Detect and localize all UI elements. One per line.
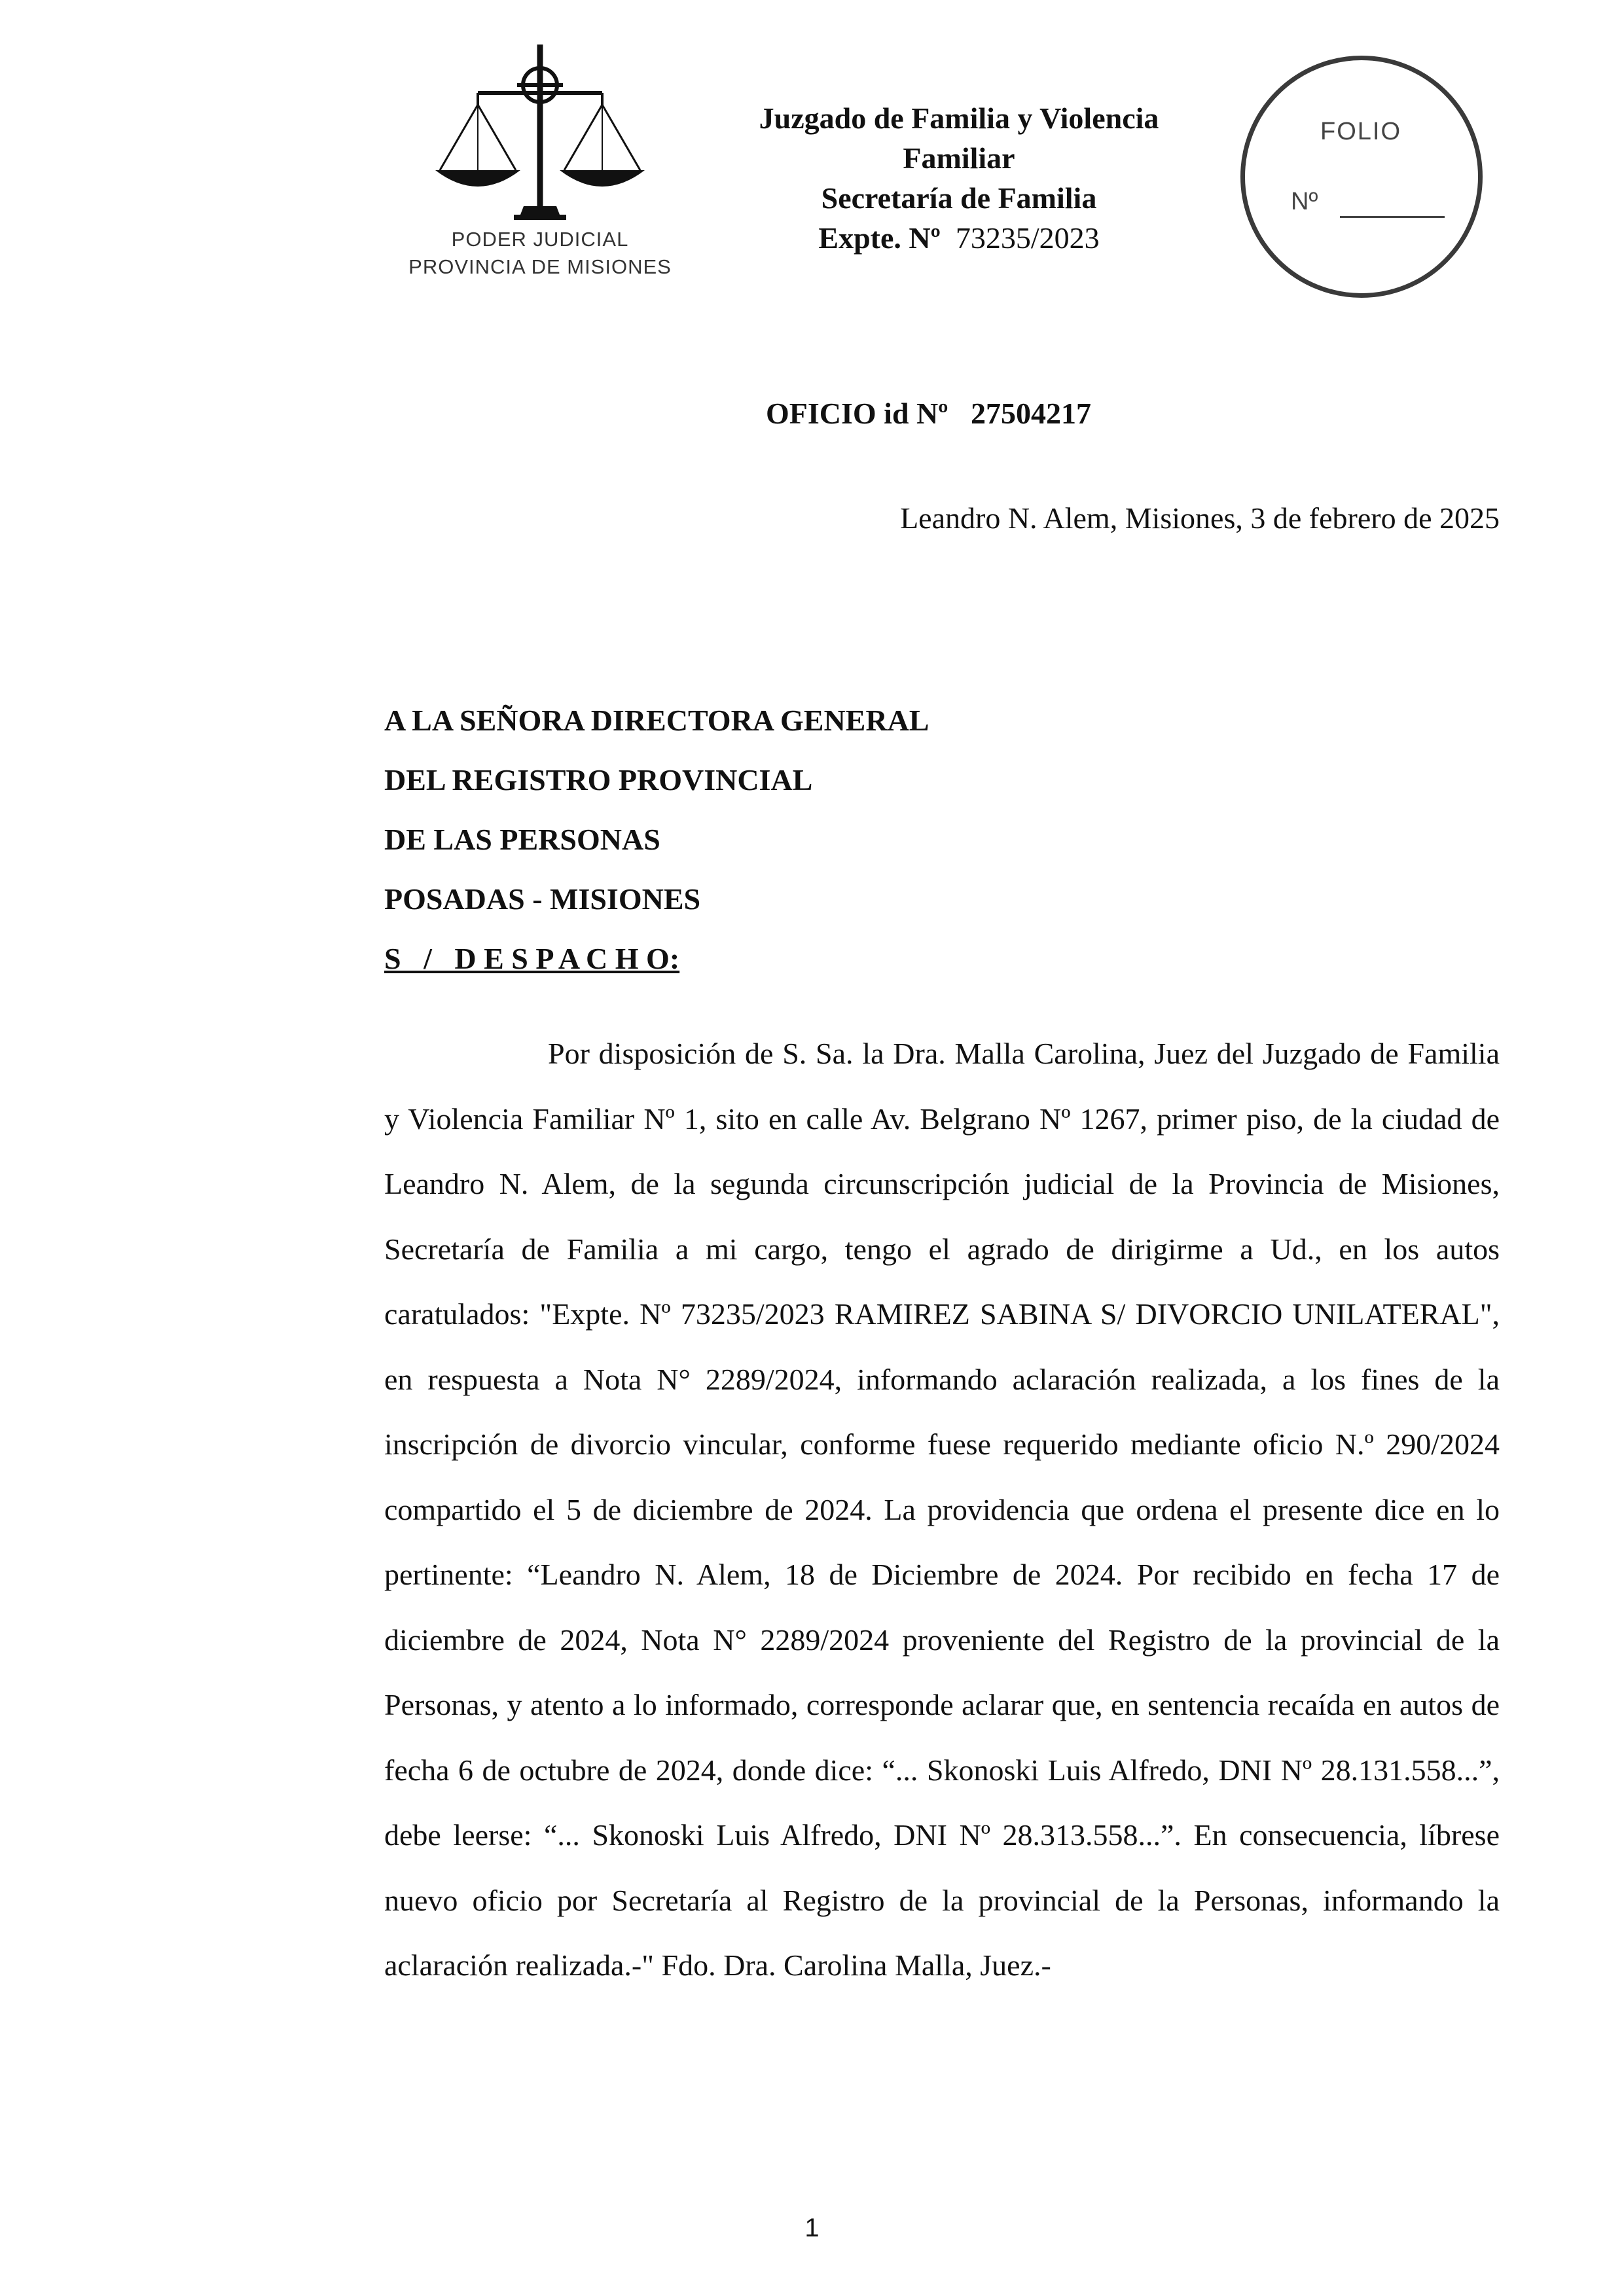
addressee-line3: DE LAS PERSONAS xyxy=(384,823,660,856)
page-number: 1 xyxy=(804,2214,820,2242)
folio-number-blank xyxy=(1340,216,1445,218)
scales-of-justice-icon xyxy=(425,39,655,229)
addressee-line4: POSADAS - MISIONES xyxy=(384,882,701,916)
expediente-label: Expte. Nº xyxy=(818,221,941,255)
addressee-line1: A LA SEÑORA DIRECTORA GENERAL xyxy=(384,704,929,737)
court-name-line2: Familiar xyxy=(903,141,1015,175)
despacho-line: S / D E S P A C H O: xyxy=(384,942,680,975)
seal-caption-line2: PROVINCIA DE MISIONES xyxy=(408,255,672,278)
body-paragraph: Por disposición de S. Sa. la Dra. Malla Carolina, Juez del Juzgado de Familia y Violencia Familiar Nº 1, sito en calle Av. Belgrano Nº 1267, primer piso, de la ciudad de Leandro N. Alem, de la segunda circunscripción judicial de la Provincia de Misiones, Secretaría de Familia a mi cargo, tengo el agrado de dirigirme a Ud., en los autos caratulados: "Expte. Nº 73235/2023 RAMIREZ SABINA S/ DIVORCIO UNILATERAL", en respuesta a Nota N° 2289/2024, informando aclaración realizada, a los fines de la inscripción de divorcio vincular, conforme fuese requerido mediante oficio N.º 290/2024 compartido el 5 de diciembre de 2024. La providencia que ordena el presente dice en lo pertinente: “Leandro N. Alem, 18 de Diciembre de 2024. Por recibido en fecha 17 de diciembre de 2024, Nota N° 2289/2024 proveniente del Registro de la provincial de la Personas, y atento a lo informado, corresponde aclarar que, en sentencia recaída en autos de fecha 6 de octubre de 2024, donde dice: “... Skonoski Luis Alfredo, DNI Nº 28.131.558...”, debe leerse: “... Skonoski Luis Alfredo, DNI Nº 28.313.558...”. En consecuencia, líbrese nuevo oficio por Secretaría al Registro de la provincial de la Personas, informando la aclaración realizada.-" Fdo. Dra. Carolina Malla, Juez.- xyxy=(384,1037,1500,1982)
folio-label: FOLIO xyxy=(1320,118,1402,145)
folio-number-label: Nº xyxy=(1291,188,1318,215)
court-name-line1: Juzgado de Familia y Violencia xyxy=(759,101,1159,135)
seal-caption-line1: PODER JUDICIAL xyxy=(451,228,629,251)
addressee-block xyxy=(384,691,929,988)
folio-stamp xyxy=(1240,56,1483,298)
secretaria-line: Secretaría de Familia xyxy=(821,181,1097,215)
expediente-number: 73235/2023 xyxy=(955,221,1100,255)
court-heading xyxy=(707,98,1211,258)
date-line: Leandro N. Alem, Misiones, 3 de febrero de 2025 xyxy=(900,501,1500,535)
oficio-id: OFICIO id Nº 27504217 xyxy=(766,397,1091,430)
poder-judicial-logo xyxy=(399,39,681,288)
addressee-line2: DEL REGISTRO PROVINCIAL xyxy=(384,763,813,797)
expediente-line xyxy=(707,218,1211,258)
